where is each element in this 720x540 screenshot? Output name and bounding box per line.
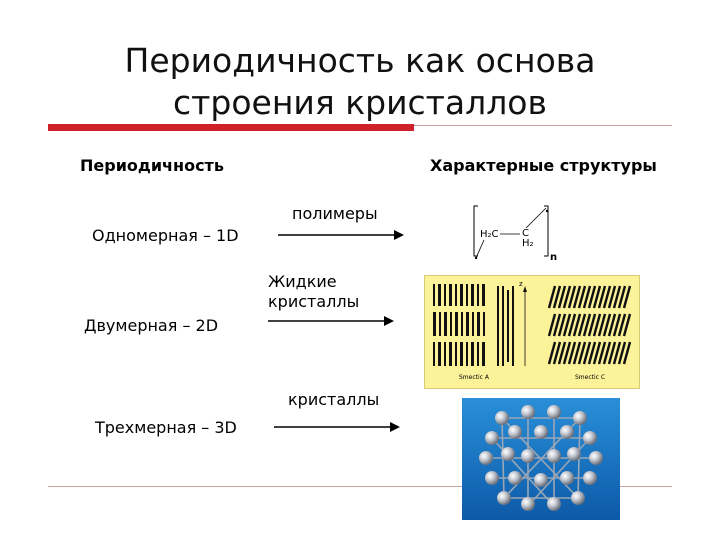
polymer-n: n [550,252,558,263]
title-underline-red [48,124,414,131]
arrow-3d [272,420,402,434]
polymer-h2: H₂ [522,238,534,249]
label-liquid-crystals-2: кристаллы [268,292,360,311]
arrow-2d [266,314,396,328]
page-title [0,40,720,124]
label-polymers: полимеры [292,204,378,223]
polymer-h2c: H₂C [480,229,499,240]
header-periodicity: Периодичность [80,156,224,175]
label-1d: Одномерная – 1D [92,226,239,245]
lc-axis-label: z [519,280,523,288]
title-underline-thin [414,125,672,126]
lc-label-smectic-c: Smectic C [575,374,606,381]
polymer-formula [470,198,570,270]
lc-smectic-graphic [425,276,639,388]
title-line-2: строения кристаллов [173,83,547,122]
label-3d: Трехмерная – 3D [95,418,237,437]
crystal-lattice-image [462,398,620,520]
label-liquid-crystals-1: Жидкие [268,272,337,291]
title-line-1: Периодичность как основа [124,41,596,80]
label-2d: Двумерная – 2D [84,316,219,335]
crystal-lattice-graphic [462,398,620,520]
polymer-c: C [522,228,529,239]
arrow-1d [276,228,406,242]
lc-label-smectic-a: Smectic A [459,374,489,381]
liquid-crystal-panel [424,275,640,389]
header-structures: Характерные структуры [430,156,657,175]
label-crystals: кристаллы [288,390,380,409]
